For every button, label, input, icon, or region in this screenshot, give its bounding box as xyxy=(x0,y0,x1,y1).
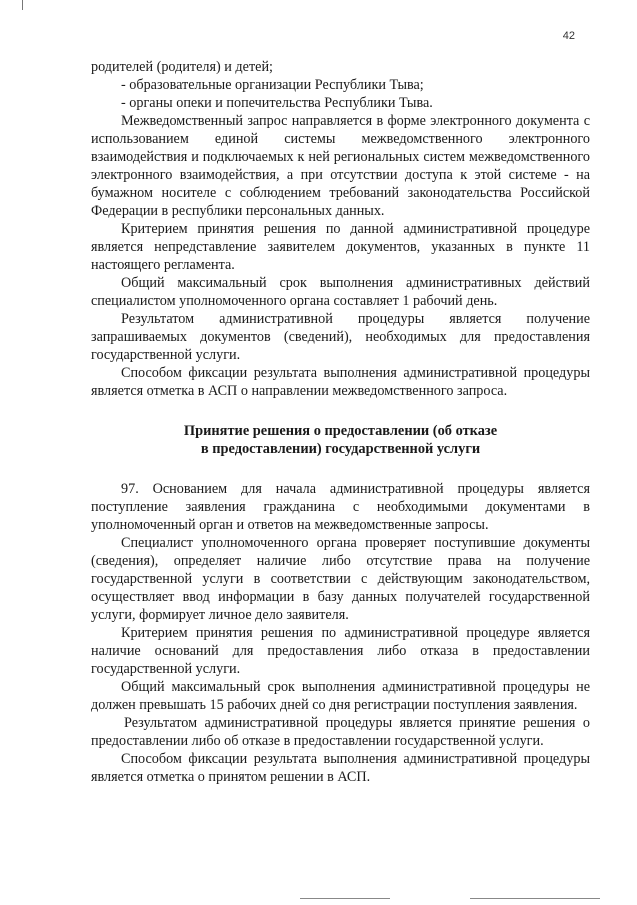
paragraph-specialist-checks: Специалист уполномоченного органа проверяет поступившие документы (сведения), определяет наличие либо отсутствие права на получение государственной услуги в соответствии с действующим законодательством, осуществляет ввод информации в базу данных получателей государственной услуги, формирует личное дело заявителя. xyxy=(91,535,590,623)
scan-bottom-line xyxy=(300,898,390,899)
section-heading xyxy=(91,422,590,458)
scan-bottom-line xyxy=(470,898,600,899)
paragraph-decision-criterion-2: Критерием принятия решения по административной процедуре является наличие оснований для предоставления либо отказа в предоставлении государственной услуги. xyxy=(91,625,590,677)
paragraph-result-2: Результатом административной процедуры является принятие решения о предоставлении либо об отказе в предоставлении государственной услуги. xyxy=(91,715,590,749)
paragraph-fixation-method-2: Способом фиксации результата выполнения административной процедуры является отметка о принятом решении в АСП. xyxy=(91,751,590,785)
paragraph-result: Результатом административной процедуры является получение запрашиваемых документов (сведений), необходимых для предоставления государственной услуги. xyxy=(91,311,590,363)
paragraph-max-term-2: Общий максимальный срок выполнения административной процедуры не должен превышать 15 рабочих дней со дня регистрации поступления заявления. xyxy=(91,679,590,713)
paragraph-decision-criterion: Критерием принятия решения по данной административной процедуре является непредставление заявителем документов, указанных в пункте 11 настоящего регламента. xyxy=(91,221,590,273)
paragraph-max-term: Общий максимальный срок выполнения административных действий специалистом уполномоченного органа составляет 1 рабочий день. xyxy=(91,275,590,309)
paragraph-interagency-request: Межведомственный запрос направляется в форме электронного документа с использованием единой системы межведомственного электронного взаимодействия и подключаемых к ней региональных систем межведомственного электронного взаимодействия, а при отсутствии доступа к этой системе - на бумажном носителе с соблюдением требований законодательства Российской Федерации в республики персональных данных. xyxy=(91,113,590,219)
list-item-educational-orgs: - образовательные организации Республики Тыва; xyxy=(121,77,424,93)
paragraph-97-basis: 97. Основанием для начала административной процедуры является поступление заявления гражданина с необходимыми документами в уполномоченный орган и ответов на межведомственные запросы. xyxy=(91,481,590,533)
section-heading-line-1: Принятие решения о предоставлении (об отказе xyxy=(183,423,498,439)
page-number: 42 xyxy=(562,30,575,42)
paragraph-continuation: родителей (родителя) и детей; xyxy=(91,59,273,75)
document-body xyxy=(91,58,590,786)
scan-edge-mark xyxy=(22,0,23,10)
paragraph-fixation-method: Способом фиксации результата выполнения административной процедуры является отметка в АСП о направлении межведомственного запроса. xyxy=(91,365,590,399)
list-item-guardianship: - органы опеки и попечительства Республики Тыва. xyxy=(121,95,433,111)
section-heading-line-2: в предоставлении) государственной услуги xyxy=(200,441,481,457)
